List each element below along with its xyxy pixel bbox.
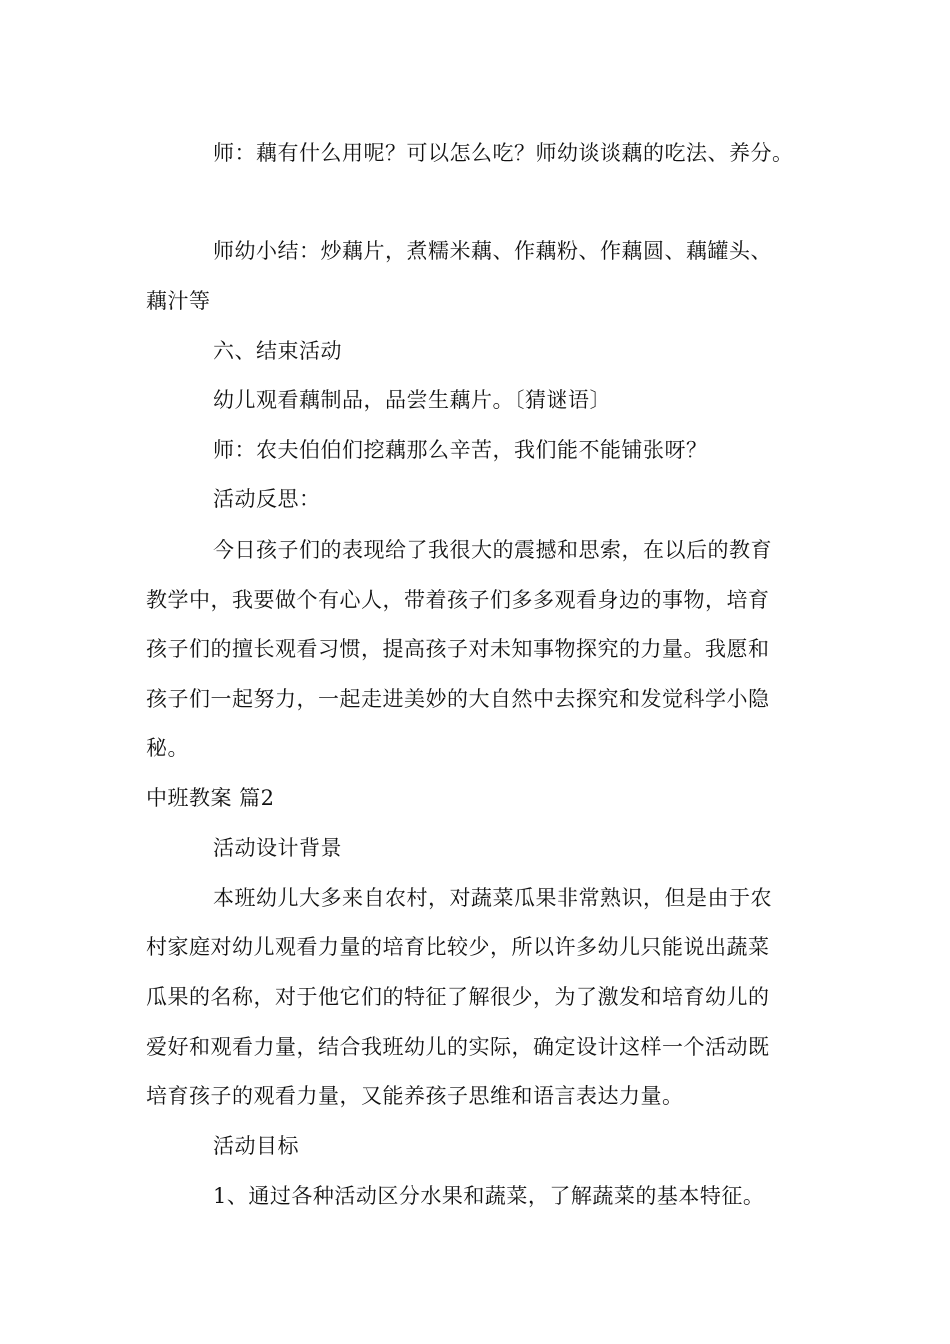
paragraph-line: 今日孩子们的表现给了我很大的震撼和思索，在以后的教育 — [213, 538, 772, 562]
paragraph-line: 瓜果的名称，对于他它们的特征了解很少，为了激发和培育幼儿的 — [146, 985, 770, 1009]
chapter-heading: 中班教案 篇2 — [146, 786, 275, 810]
paragraph-line: 培育孩子的观看力量，又能养孩子思维和语言表达力量。 — [146, 1084, 684, 1108]
paragraph-line: 秘。 — [146, 736, 189, 760]
paragraph-line: 孩子们的擅长观看习惯，提高孩子对未知事物探究的力量。我愿和 — [146, 637, 770, 661]
paragraph-line: 本班幼儿大多来自农村，对蔬菜瓜果非常熟识，但是由于农 — [213, 886, 772, 910]
section-heading: 活动设计背景 — [213, 836, 342, 860]
section-heading: 活动反思： — [213, 487, 321, 511]
section-heading: 活动目标 — [213, 1134, 299, 1158]
section-heading: 六、结束活动 — [213, 339, 342, 363]
paragraph-line: 村家庭对幼儿观看力量的培育比较少，所以许多幼儿只能说出蔬菜 — [146, 935, 770, 959]
paragraph-line: 爱好和观看力量，结合我班幼儿的实际，确定设计这样一个活动既 — [146, 1035, 770, 1059]
paragraph-line: 1、通过各种活动区分水果和蔬菜，了解蔬菜的基本特征。 — [213, 1184, 765, 1208]
paragraph-line: 师：藕有什么用呢？可以怎么吃？师幼谈谈藕的吃法、养分。 — [213, 141, 794, 165]
paragraph-line: 藕汁等 — [146, 289, 211, 313]
paragraph-line: 幼儿观看藕制品，品尝生藕片。〔猜谜语〕 — [213, 388, 611, 412]
paragraph-line: 教学中，我要做个有心人，带着孩子们多多观看身边的事物，培育 — [146, 588, 770, 612]
paragraph-line: 师：农夫伯伯们挖藕那么辛苦，我们能不能铺张呀？ — [213, 438, 708, 462]
paragraph-line: 孩子们一起努力，一起走进美妙的大自然中去探究和发觉科学小隐 — [146, 687, 770, 711]
paragraph-line: 师幼小结：炒藕片，煮糯米藕、作藕粉、作藕圆、藕罐头、 — [213, 239, 772, 263]
